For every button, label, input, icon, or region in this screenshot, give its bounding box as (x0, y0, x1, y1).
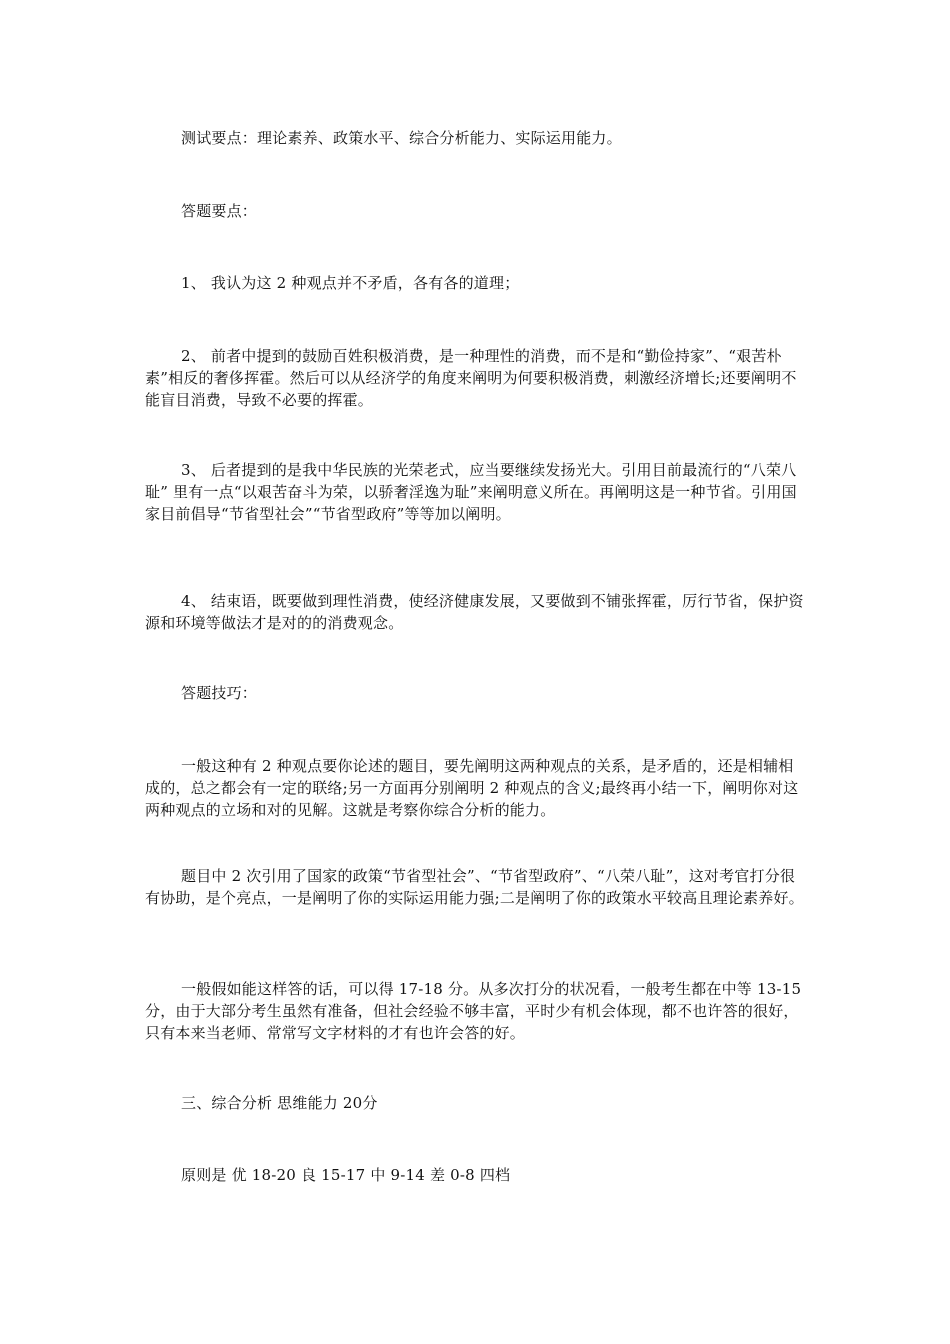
answer-tips-paragraph-3: 一般假如能这样答的话，可以得 17-18 分。从多次打分的状况看，一般考生都在中等 13-15 分，由于大部分考生虽然有准备，但社会经验不够丰富，平时少有机会体现，都不也许答的很好，只有本来当老师、常常写文字材料的才有也许会答的好。 (145, 980, 802, 1042)
answer-point-1: 1、 我认为这 2 种观点并不矛盾，各有各的道理； (181, 274, 520, 292)
section-three-heading: 三、综合分析 思维能力 20分 (181, 1094, 378, 1112)
answer-tips-paragraph-2: 题目中 2 次引用了国家的政策“节省型社会”、“节省型政府”、“八荣八耻”，这对考官打分很有协助，是个亮点，一是阐明了你的实际运用能力强;二是阐明了你的政策水平较高且理论素养好。 (145, 867, 804, 907)
test-points-paragraph: 测试要点：理论素养、政策水平、综合分析能力、实际运用能力。 (181, 129, 622, 147)
answer-points-heading: 答题要点： (181, 202, 258, 220)
answer-point-2: 2、 前者中提到的鼓励百姓积极消费，是一种理性的消费，而不是和“勤俭持家”、“艰苦朴素”相反的奢侈挥霍。然后可以从经济学的角度来阐明为何要积极消费，刺激经济增长;还要阐明不能盲目消费，导致不必要的挥霍。 (145, 347, 797, 409)
answer-point-4: 4、 结束语，既要做到理性消费，使经济健康发展，又要做到不铺张挥霍，厉行节省，保护资源和环境等做法才是对的的消费观念。 (145, 592, 804, 632)
grading-standard-line: 原则是 优 18-20 良 15-17 中 9-14 差 0-8 四档 (181, 1166, 511, 1184)
answer-point-3: 3、 后者提到的是我中华民族的光荣老式，应当要继续发扬光大。引用目前最流行的“八荣八耻” 里有一点“以艰苦奋斗为荣，以骄奢淫逸为耻”来阐明意义所在。再阐明这是一种节省。引用国家目前倡导“节省型社会”“节省型政府”等等加以阐明。 (145, 461, 797, 523)
answer-tips-paragraph-1: 一般这种有 2 种观点要你论述的题目，要先阐明这两种观点的关系，是矛盾的，还是相辅相成的，总之都会有一定的联络;另一方面再分别阐明 2 种观点的含义;最终再小结一下，阐明你对这两种观点的立场和对的见解。这就是考察你综合分析的能力。 (145, 757, 799, 819)
answer-tips-heading: 答题技巧： (181, 684, 258, 702)
